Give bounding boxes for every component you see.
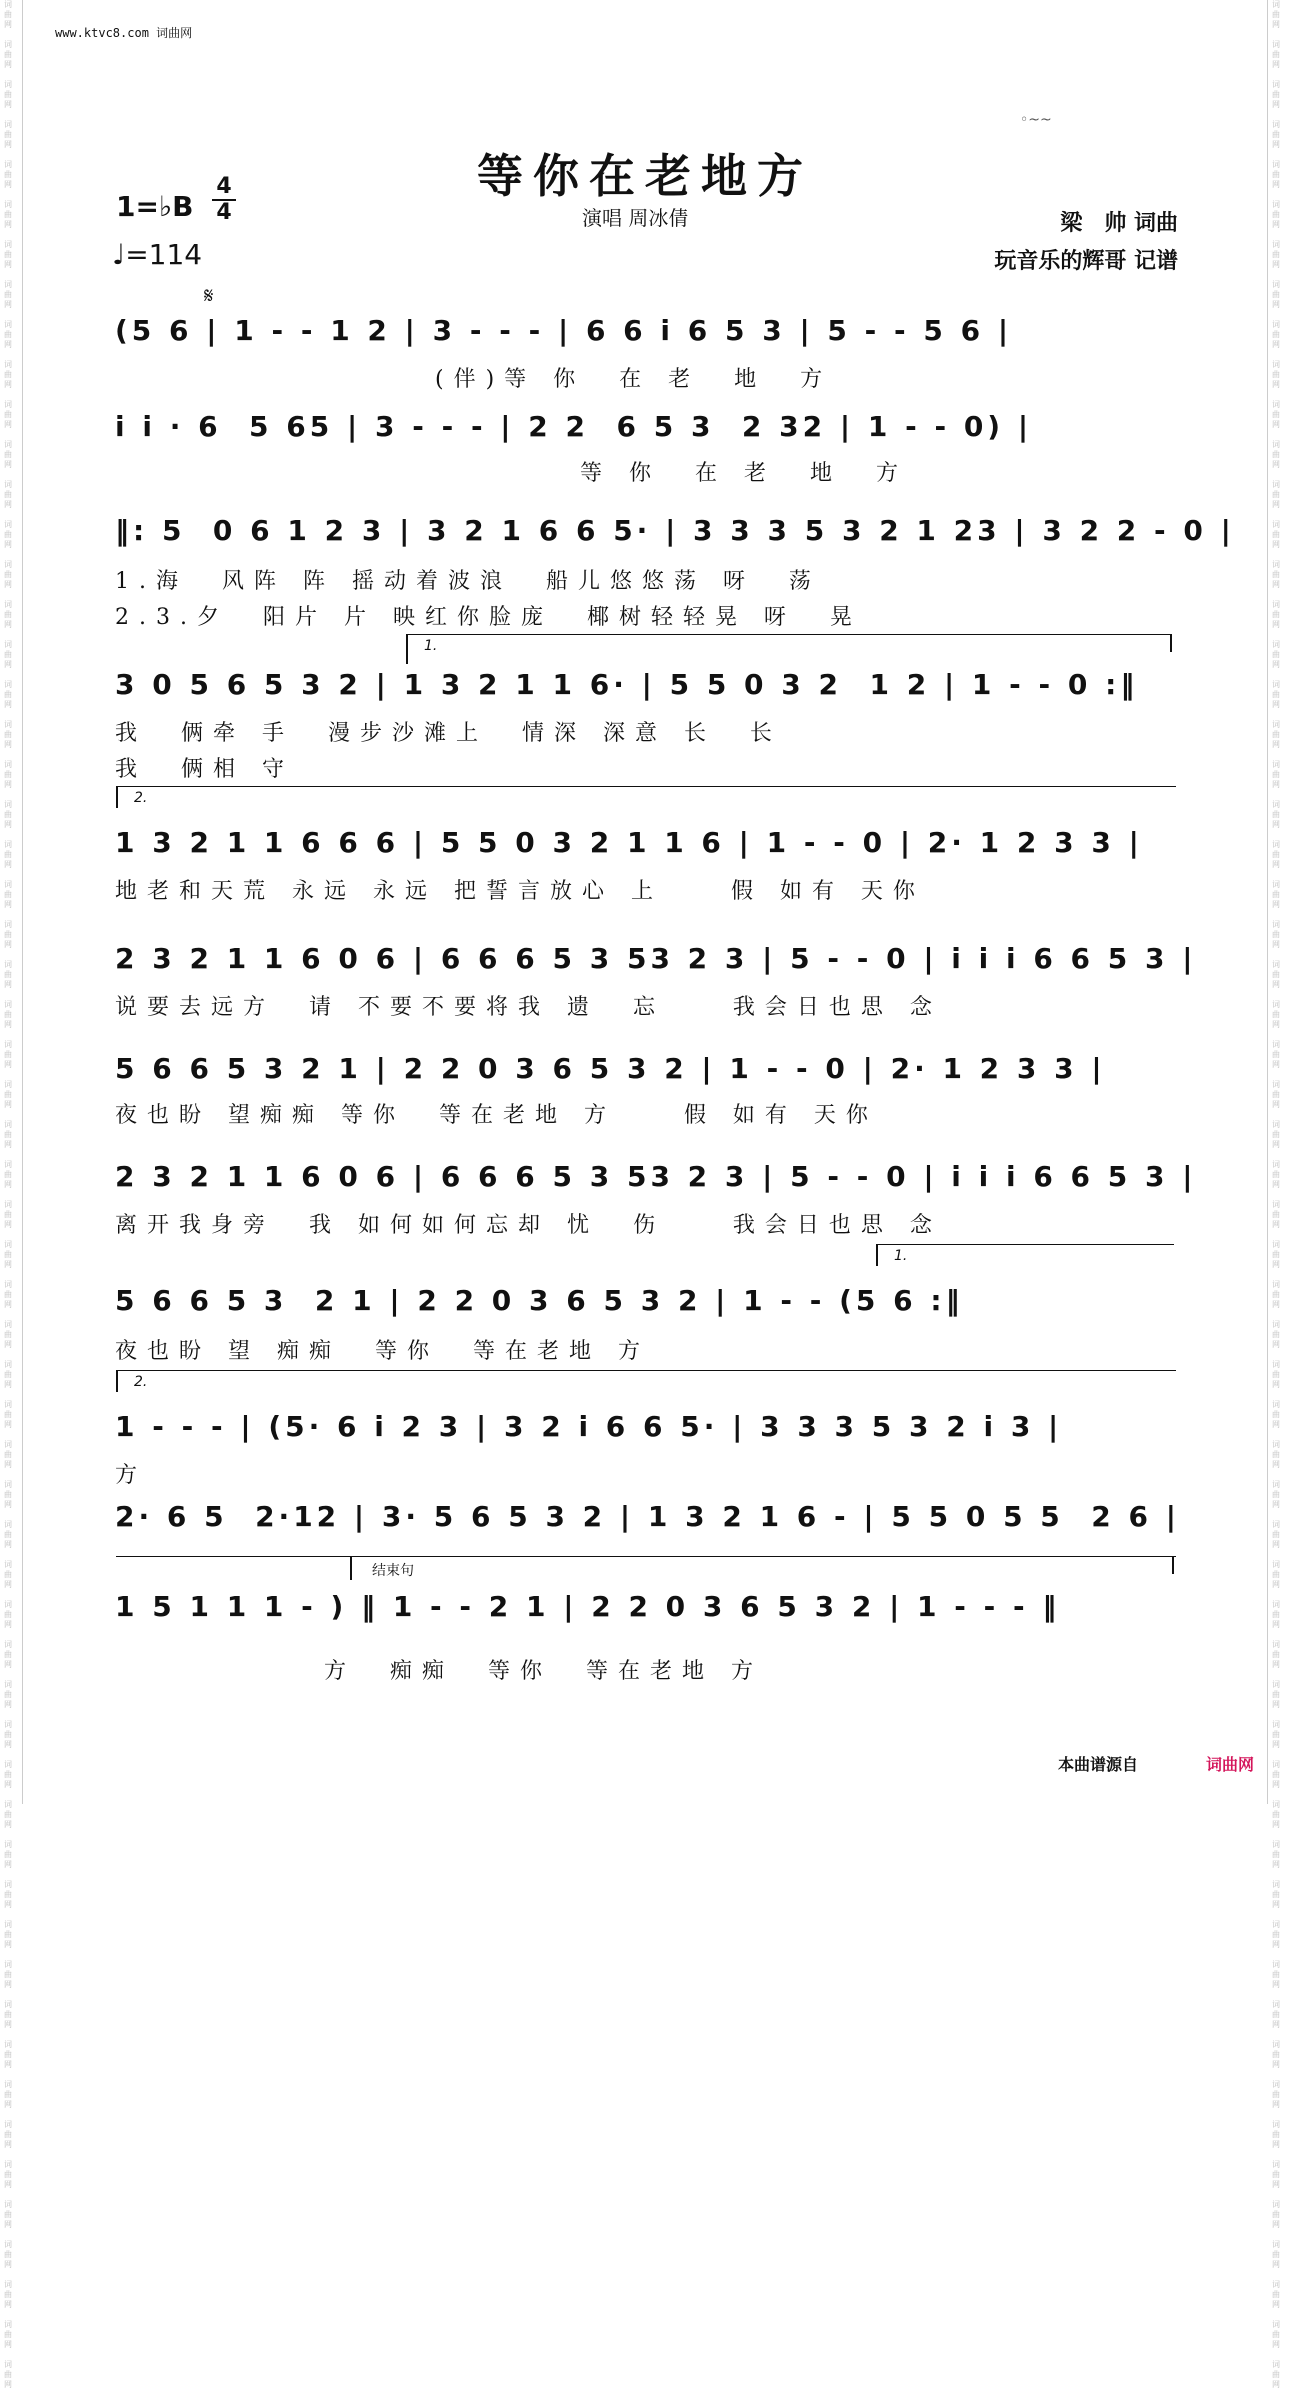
right-edge-watermark: 词 曲 网 词 曲 网 词 曲 网 词 曲 网 词 曲 网 词 曲 网 词 曲 网 词 曲 网 词 曲 网 词 曲 网 词 曲 网 词 曲 网 词 曲 网 词 曲 网 词 曲 网 词 曲 网 词 曲 网 词 曲 网 词 曲 网 词 曲 网 词 曲 网 词 曲 网 词 曲 网 词 曲 网 词 曲 网 词 曲 网 词 曲 网 词 曲 网 词 曲 网 词 曲 网 词 曲 网 词 曲 网 词 曲 网 词 曲 网 词 曲 网 词 曲 网 词 曲 网 词 曲 网 词 曲 网 词 曲 网 词 曲 网 词 曲 网 词 曲 网 词 曲 网 词 曲 网 词 曲 网 词 曲 网 词 曲 网 词 曲 网 词 曲 网 词 曲 网 词 曲 网 词 曲 网 词 曲 网 词 曲 网 词 曲 网 词 曲 网 词 曲 网 词 曲 网 词 曲 网 (1272, 0, 1280, 2389)
key-signature: 1=♭B (116, 190, 194, 223)
volta-1-start (406, 634, 408, 664)
site-watermark[interactable]: www.ktvc8.com 词曲网 (55, 26, 193, 40)
ending-bracket-end (1172, 1556, 1174, 1574)
lyrics-line-7: 夜也盼 望痴痴 等你 等在老地 方 假 如有 天你 (115, 1103, 878, 1128)
right-edge-line (1267, 0, 1268, 1804)
lyrics-line-1: (伴)等 你 在 老 地 方 (115, 367, 833, 392)
volta-1-label: 1. (424, 638, 438, 654)
score-line-10: 1 - - - | (5· 6 i 2 3 | 3 2 i 6 6 5· | 3 3 3 5 3 2 i 3 | (115, 1410, 1063, 1443)
lyrics-line-3-verse-1: 1.海 风阵 阵 摇动着波浪 船儿悠悠荡 呀 荡 (115, 569, 821, 594)
left-edge-watermark: 词 曲 网 词 曲 网 词 曲 网 词 曲 网 词 曲 网 词 曲 网 词 曲 网 词 曲 网 词 曲 网 词 曲 网 词 曲 网 词 曲 网 词 曲 网 词 曲 网 词 曲 网 词 曲 网 词 曲 网 词 曲 网 词 曲 网 词 曲 网 词 曲 网 词 曲 网 词 曲 网 词 曲 网 词 曲 网 词 曲 网 词 曲 网 词 曲 网 词 曲 网 词 曲 网 词 曲 网 词 曲 网 词 曲 网 词 曲 网 词 曲 网 词 曲 网 词 曲 网 词 曲 网 词 曲 网 词 曲 网 词 曲 网 词 曲 网 词 曲 网 词 曲 网 词 曲 网 词 曲 网 词 曲 网 词 曲 网 词 曲 网 词 曲 网 词 曲 网 词 曲 网 词 曲 网 词 曲 网 词 曲 网 词 曲 网 词 曲 网 词 曲 网 词 曲 网 词 曲 网 (4, 0, 12, 2389)
score-line-4: 3 0 5 6 5 3 2 | 1 3 2 1 1 6· | 5 5 0 3 2 1 2 | 1 - - 0 :‖ (115, 668, 1139, 701)
score-line-9: 5 6 6 5 3 2 1 | 2 2 0 3 6 5 3 2 | 1 - - (5 6 :‖ (115, 1284, 964, 1317)
score-line-11: 2· 6 5 2·12 | 3· 5 6 5 3 2 | 1 3 2 1 6 - | 5 5 0 5 5 2 6 | (115, 1500, 1180, 1533)
lyrics-line-4-verse-2: 我 俩相 守 (115, 757, 294, 782)
score-line-5: 1 3 2 1 1 6 6 6 | 5 5 0 3 2 1 1 6 | 1 - - 0 | 2· 1 2 3 3 | (115, 826, 1143, 859)
volta-2-start (116, 786, 118, 808)
lyrics-line-6: 说要去远方 请 不要不要将我 遗 忘 我会日也思 念 (115, 995, 942, 1020)
segno-sign: 𝄋 (204, 284, 214, 309)
left-edge-line (22, 0, 23, 1804)
volta-2-label: 2. (134, 790, 148, 806)
tempo-mark: ♩=114 (112, 238, 203, 271)
volta-1b-start (876, 1244, 878, 1266)
volta-1b-label: 1. (894, 1248, 908, 1264)
score-line-7: 5 6 6 5 3 2 1 | 2 2 0 3 6 5 3 2 | 1 - - 0 | 2· 1 2 3 3 | (115, 1052, 1106, 1085)
time-signature (212, 176, 236, 224)
song-title: 等你在老地方 (477, 149, 813, 203)
volta-1b-bracket (876, 1244, 1174, 1245)
lyrics-line-8: 离开我身旁 我 如何如何忘却 忧 伤 我会日也思 念 (115, 1213, 942, 1238)
ending-bracket (116, 1556, 1176, 1557)
lyrics-line-10: 方 (115, 1463, 148, 1488)
composer-credit: 梁 帅 词曲 (1060, 210, 1178, 236)
lyrics-line-12: 方 痴痴 等你 等在老地 方 (115, 1659, 763, 1684)
volta-2b-start (116, 1370, 118, 1392)
lyrics-line-5: 地老和天荒 永远 永远 把誓言放心 上 假 如有 天你 (115, 879, 925, 904)
lyrics-line-3-verse-2: 2.3.夕 阳片 片 映红你脸庞 椰树轻轻晃 呀 晃 (115, 605, 862, 630)
source-label: 本曲谱源自 (1058, 1755, 1139, 1774)
score-line-12: 1 5 1 1 1 - ) ‖ 1 - - 2 1 | 2 2 0 3 6 5 3 2 | 1 - - - ‖ (115, 1590, 1061, 1623)
ending-bracket-start (350, 1556, 352, 1580)
transcriber-credit: 玩音乐的辉哥 记谱 (994, 248, 1178, 274)
volta-1-bracket (406, 634, 1171, 635)
wave-ornament: ◦~~ (1020, 112, 1052, 128)
score-line-2: i i · 6 5 65 | 3 - - - | 2 2 6 5 3 2 32 | 1 - - 0) | (115, 410, 1033, 443)
volta-1-end (1170, 634, 1172, 652)
source-site-link[interactable]: 词曲网 (1206, 1755, 1255, 1774)
ending-label: 结束句 (372, 1563, 414, 1579)
singer-credit: 演唱 周冰倩 (582, 206, 689, 230)
lyrics-line-9: 夜也盼 望 痴痴 等你 等在老地 方 (115, 1339, 650, 1364)
lyrics-line-2: 等 你 在 老 地 方 (115, 461, 908, 486)
volta-2b-label: 2. (134, 1374, 148, 1390)
score-line-6: 2 3 2 1 1 6 0 6 | 6 6 6 5 3 53 2 3 | 5 - - 0 | i i i 6 6 5 3 | (115, 942, 1197, 975)
lyrics-line-4-verse-1: 我 俩牵 手 漫步沙滩上 情深 深意 长 长 (115, 721, 782, 746)
volta-2b-bracket (116, 1370, 1176, 1371)
score-line-1: (5 6 | 1 - - 1 2 | 3 - - - | 6 6 i 6 5 3 | 5 - - 5 6 | (115, 314, 1013, 347)
time-top: 4 (216, 174, 232, 199)
score-line-8: 2 3 2 1 1 6 0 6 | 6 6 6 5 3 53 2 3 | 5 - - 0 | i i i 6 6 5 3 | (115, 1160, 1197, 1193)
score-line-3: ‖: 5 0 6 1 2 3 | 3 2 1 6 6 5· | 3 3 3 5 3 2 1 23 | 3 2 2 - 0 | (115, 514, 1235, 547)
volta-2-bracket (116, 786, 1176, 787)
time-bottom: 4 (216, 200, 232, 225)
